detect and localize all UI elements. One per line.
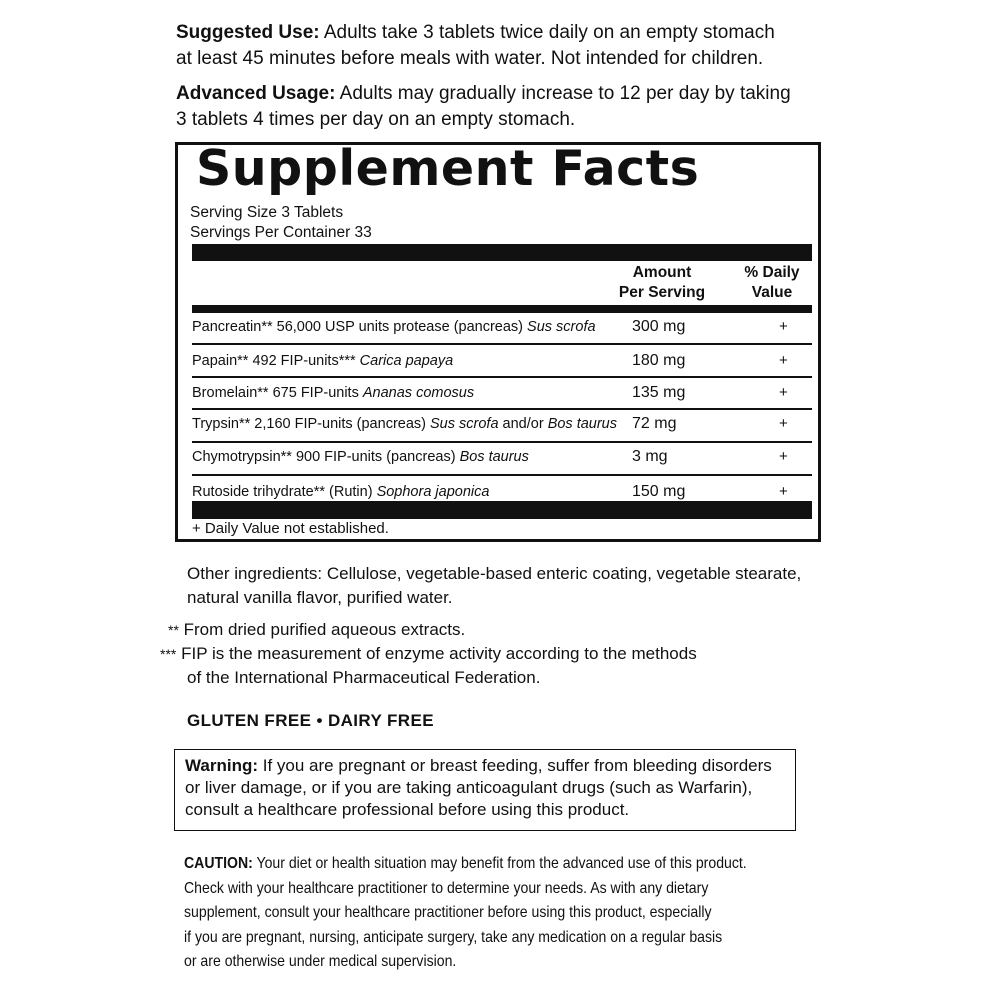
suggested-use-text: Suggested Use: Adults take 3 tablets twice daily on an empty stomach at least 45 minutes before meals with water. Not intended for children.	[176, 22, 775, 69]
header-amount: Amount Per Serving	[618, 264, 706, 301]
servings-per-container: Servings Per Container 33	[190, 224, 372, 241]
row-divider	[192, 343, 812, 345]
table-row: Papain** 492 FIP-units*** Carica papaya 180 mg +	[192, 352, 788, 369]
advanced-usage-text: Advanced Usage: Adults may gradually increase to 12 per day by taking 3 tablets 4 times per day on an empty stomach.	[176, 83, 791, 130]
table-row: Trypsin** 2,160 FIP-units (pancreas) Sus scrofa and/or Bos taurus 72 mg +	[192, 415, 788, 432]
warning-text: Warning: If you are pregnant or breast feeding, suffer from bleeding disorders or liver damage, or if you are taking anticoagulant drugs (such as Warfarin), consult a healthcare professional before using this product.	[185, 756, 772, 819]
row-divider	[192, 474, 812, 476]
daily-value-footnote: + Daily Value not established.	[192, 520, 389, 537]
header-daily-value: % Daily Value	[744, 264, 800, 301]
thick-divider-header	[192, 305, 812, 313]
footnote-triple-asterisk: *** FIP is the measurement of enzyme activity according to the methods	[160, 644, 697, 663]
supplement-facts-title: Supplement Facts	[196, 140, 700, 197]
serving-size: Serving Size 3 Tablets	[190, 204, 344, 221]
row-divider	[192, 441, 812, 443]
row-divider	[192, 408, 812, 410]
other-ingredients: Other ingredients: Cellulose, vegetable-based enteric coating, vegetable stearate, natural vanilla flavor, purified water.	[187, 564, 802, 607]
footnote-double-asterisk: ** From dried purified aqueous extracts.	[168, 620, 466, 639]
thick-divider-bottom	[192, 501, 812, 519]
suggested-use-label: Suggested Use:	[176, 22, 320, 43]
advanced-usage-label: Advanced Usage:	[176, 83, 336, 104]
footnote-triple-asterisk-continued: of the International Pharmaceutical Federation.	[187, 668, 541, 687]
table-row: Pancreatin** 56,000 USP units protease (pancreas) Sus scrofa 300 mg +	[192, 318, 788, 335]
row-divider	[192, 376, 812, 378]
warning-label: Warning:	[185, 756, 259, 775]
caution-label: CAUTION:	[184, 855, 253, 872]
table-row: Bromelain** 675 FIP-units Ananas comosus 135 mg +	[192, 384, 788, 401]
caution-text: CAUTION: Your diet or health situation may benefit from the advanced use of this product. Check with your healthcare practitioner to determine your needs. As with any dietary supplement, consult your healthcare practitioner before using this product, especially if you are pregnant, nursing, anticipate surgery, take any medication on a regular basis or are otherwise under medical supervision.	[184, 855, 747, 970]
allergen-free-statement: GLUTEN FREE • DAIRY FREE	[187, 711, 434, 730]
table-row: Chymotrypsin** 900 FIP-units (pancreas) Bos taurus 3 mg +	[192, 448, 788, 465]
table-row: Rutoside trihydrate** (Rutin) Sophora japonica 150 mg +	[192, 483, 788, 500]
thick-divider-top	[192, 244, 812, 261]
